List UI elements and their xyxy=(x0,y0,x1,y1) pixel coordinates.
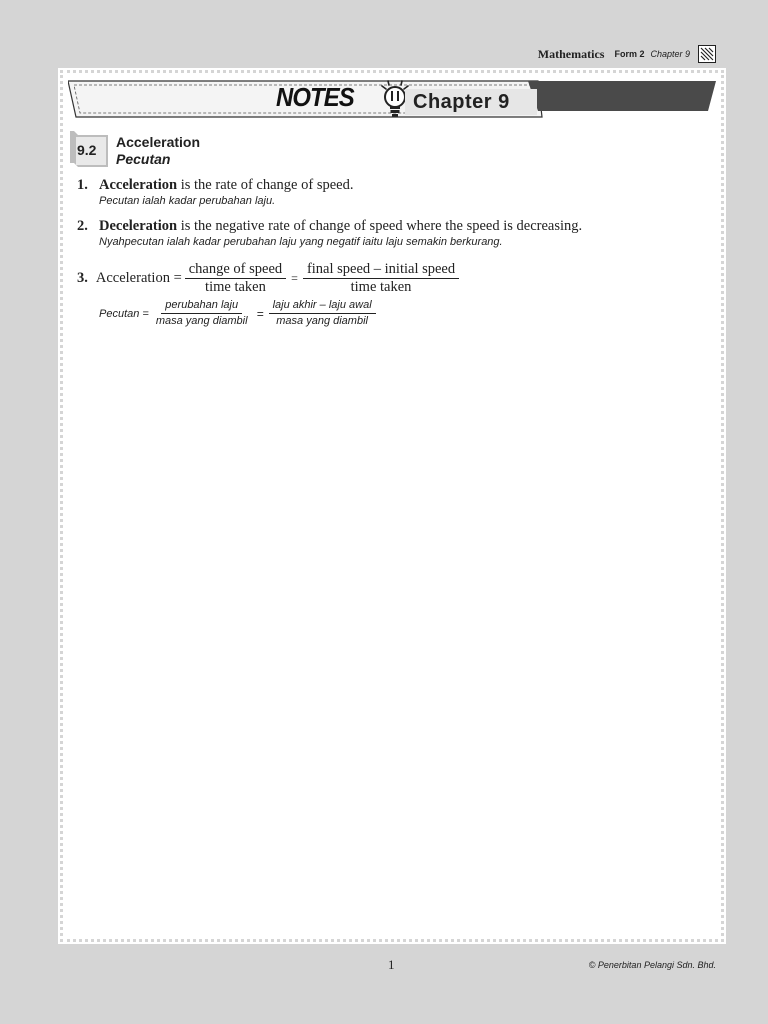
fraction-final-minus-initial xyxy=(269,298,376,329)
formula-lhs: Pecutan = xyxy=(99,307,149,320)
formula-label xyxy=(77,270,182,287)
note-term: Deceleration xyxy=(99,218,178,234)
note-number: 1. xyxy=(77,177,88,193)
note-text-en xyxy=(99,177,353,194)
note-term: Acceleration xyxy=(99,177,178,193)
fraction-final-minus-initial xyxy=(303,261,459,296)
note-number: 2. xyxy=(77,218,88,234)
page-number: 1 xyxy=(388,957,395,972)
note-text-ms: Nyahpecutan ialah kadar perubahan laju yang negatif iaitu laju semakin berkurang. xyxy=(99,236,503,248)
fraction-change-over-time xyxy=(185,261,286,296)
equals-sign: = xyxy=(256,306,264,321)
chapter-label: Chapter 9 xyxy=(650,49,690,59)
equals-sign: = xyxy=(291,271,298,285)
fraction-numerator: change of speed xyxy=(185,261,286,279)
fraction-denominator: masa yang diambil xyxy=(155,315,248,327)
fraction-denominator: time taken xyxy=(350,279,412,295)
section-title-en: Acceleration xyxy=(116,134,201,150)
formula-lhs: Acceleration = xyxy=(95,270,182,286)
form-label: Form 2 xyxy=(614,49,645,59)
note-text-ms: Pecutan ialah kadar perubahan laju. xyxy=(99,195,276,207)
acceleration-formula-ms xyxy=(99,298,379,329)
subject-label: Mathematics xyxy=(537,46,605,61)
note-definition: is the rate of change of speed. xyxy=(177,177,354,193)
running-header xyxy=(538,45,716,63)
section-title xyxy=(116,134,200,168)
section-title-ms: Pecutan xyxy=(116,151,171,167)
fraction-numerator: perubahan laju xyxy=(161,298,242,314)
chapter-tag: Chapter 9 xyxy=(405,89,537,115)
section-number: 9.2 xyxy=(77,142,97,158)
note-text-en xyxy=(99,218,582,235)
fraction-change-over-time xyxy=(152,298,252,329)
fraction-denominator: time taken xyxy=(205,279,266,295)
copyright-notice: © Penerbitan Pelangi Sdn. Bhd. xyxy=(588,960,716,970)
note-number: 3. xyxy=(77,270,88,286)
fraction-numerator: laju akhir – laju awal xyxy=(269,298,376,314)
fraction-denominator: masa yang diambil xyxy=(276,315,368,327)
notes-title: NOTES xyxy=(276,82,354,112)
acceleration-formula-en xyxy=(77,261,462,296)
note-definition: is the negative rate of change of speed where the speed is decreasing. xyxy=(177,218,583,234)
publisher-logo-icon xyxy=(698,45,716,63)
fraction-numerator: final speed – initial speed xyxy=(303,261,459,279)
